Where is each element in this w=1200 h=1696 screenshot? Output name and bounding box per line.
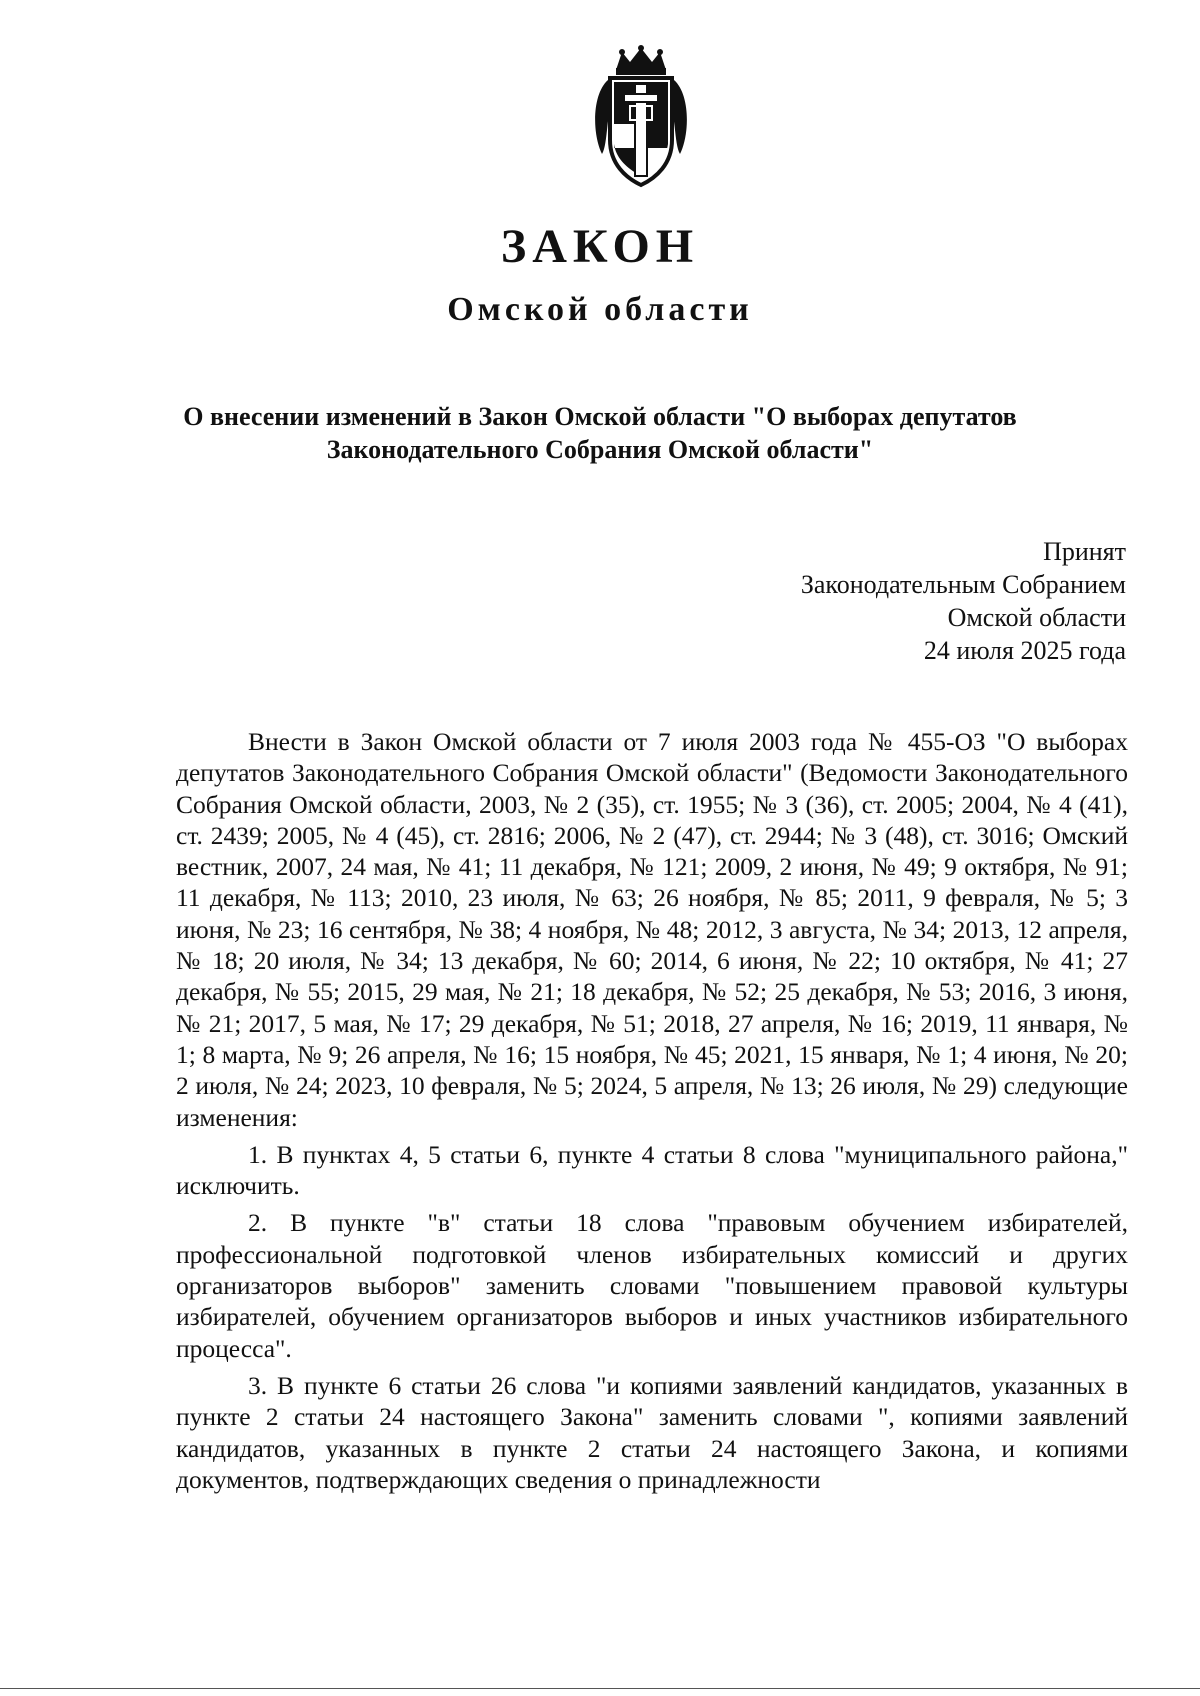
adoption-line-1: Принят bbox=[1043, 537, 1126, 566]
adoption-block bbox=[626, 535, 1126, 667]
adoption-date: 24 июля 2025 года bbox=[923, 636, 1126, 665]
preamble-paragraph: Внести в Закон Омской области от 7 июля 2003 года № 455-ОЗ "О выборах депутатов Законодательного Собрания Омской области" (Ведомости Законодательного Собрания Омской области, 2003, № 2 (35), ст. 1955; № 3 (36), ст. 2005; 2004, № 4 (41), ст. 2439; 2005, № 4 (45), ст. 2816; 2006, № 2 (47), ст. 2944; № 3 (48), ст. 3016; Омский вестник, 2007, 24 мая, № 41; 11 декабря, № 121; 2009, 2 июня, № 49; 9 октября, № 91; 11 декабря, № 113; 2010, 23 июля, № 63; 26 ноября, № 85; 2011, 9 февраля, № 5; 3 июня, № 23; 16 сентября, № 38; 4 ноября, № 48; 2012, 3 августа, № 34; 2013, 12 апреля, № 18; 20 июля, № 34; 13 декабря, № 60; 2014, 6 июня, № 22; 10 октября, № 41; 27 декабря, № 55; 2015, 29 мая, № 21; 18 декабря, № 52; 25 декабря, № 53; 2016, 3 июня, № 21; 2017, 5 мая, № 17; 29 декабря, № 51; 2018, 27 апреля, № 16; 2019, 11 января, № 1; 8 марта, № 9; 26 апреля, № 16; 15 ноября, № 45; 2021, 15 января, № 1; 4 июня, № 20; 2 июля, № 24; 2023, 10 февраля, № 5; 2024, 5 апреля, № 13; 26 июля, № 29) следующие изменения: bbox=[176, 727, 1128, 1132]
amendment-item-2: 2. В пункте "в" статьи 18 слова "правовым обучением избирателей, профессиональной подготовкой членов избирательных комиссий и других организаторов выборов" заменить словами "повышением правовой культуры избирателей, обучением организаторов выборов и иных участников избирательного процесса". bbox=[176, 1208, 1128, 1363]
law-body bbox=[176, 726, 1128, 1495]
adoption-line-2: Законодательным Собранием bbox=[800, 570, 1126, 599]
law-name-heading: О внесении изменений в Закон Омской области "О выборах депутатов Законодательного Собрания Омской области" bbox=[183, 402, 1017, 464]
adoption-line-3: Омской области bbox=[947, 603, 1126, 632]
amendment-item-1: 1. В пунктах 4, 5 статьи 6, пункте 4 статьи 8 слова "муниципального района," исключить. bbox=[176, 1139, 1128, 1201]
omsk-coat-of-arms-icon bbox=[586, 44, 696, 189]
document-title: ЗАКОН bbox=[500, 220, 700, 273]
amendment-item-3: 3. В пункте 6 статьи 26 слова "и копиями заявлений кандидатов, указанных в пункте 2 статьи 24 настоящего Закона" заменить словами ", копиями заявлений кандидатов, указанных в пункте 2 статьи 24 настоящего Закона, и копиями документов, подтверждающих сведения о принадлежности bbox=[176, 1370, 1128, 1494]
page-bottom-divider bbox=[0, 1688, 1200, 1689]
document-subtitle: Омской области bbox=[447, 291, 753, 328]
